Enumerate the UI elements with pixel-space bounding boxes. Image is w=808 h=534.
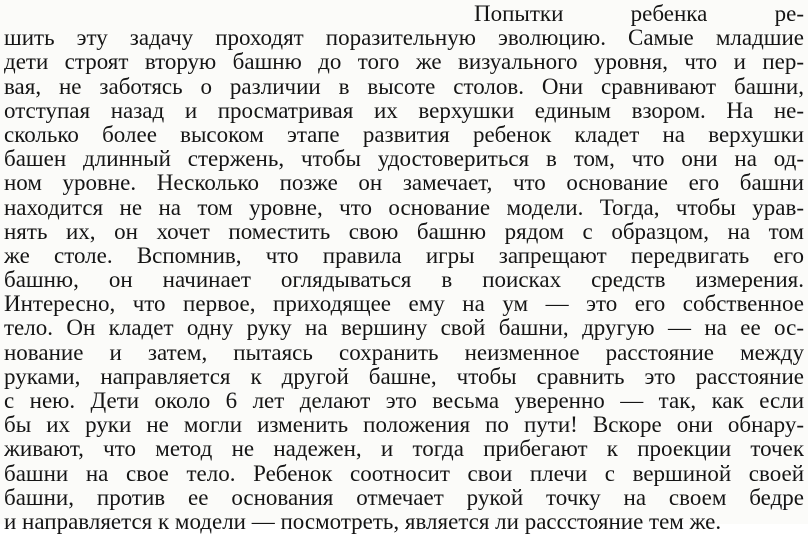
text-line: башню, он начинает оглядываться в поисках средств измерения. — [4, 268, 804, 293]
text-line: дети строят вторую башню до того же визуального уровня, что и пер- — [4, 50, 804, 75]
text-line: с нею. Дети около 6 лет делают это весьма уверенно — так, как если — [4, 389, 804, 413]
text-line: и направляется к модели — посмотреть, является ли рассстояние тем же. — [4, 509, 722, 534]
text-line: нование и затем, пытаясь сохранить неизменное расстояние между — [4, 340, 804, 365]
text-line: башен длинный стержень, чтобы удостовериться в том, что они на од- — [4, 147, 804, 172]
text-line: шить эту задачу проходят поразительную эволюцию. Самые младшие — [4, 26, 804, 51]
text-line: находится не на том уровне, что основание модели. Тогда, чтобы урав- — [4, 195, 804, 220]
text-line: же столе. Вспомнив, что правила игры запрещают передвигать его — [4, 243, 804, 268]
text-line: руками, направляется к другой башне, чтобы сравнить это расстояние — [4, 364, 804, 389]
text-line: башни, против ее основания отмечает рукой точку на своем бедре — [4, 485, 804, 510]
text-line: башни на свое тело. Ребенок соотносит свои плечи с вершиной своей — [4, 461, 804, 486]
text-line: ном уровне. Несколько позже он замечает, что основание его башни — [4, 171, 804, 196]
text-line: сколько более высоком этапе развития ребенок кладет на верхушки — [4, 122, 804, 147]
text-line: отступая назад и просматривая их верхушки единым взором. На не- — [4, 98, 804, 123]
text-line: Попытки ребенка ре- — [474, 2, 804, 26]
text-line: тело. Он кладет одну руку на вершину свой башни, другую — на ее ос- — [4, 316, 804, 341]
paragraph — [4, 2, 804, 534]
text-line: Интересно, что первое, приходящее ему на ум — это его собственное — [4, 292, 804, 317]
text-line: нять их, он хочет поместить свою башню рядом с образцом, на том — [4, 219, 804, 244]
text-line: вая, не заботясь о различии в высоте столов. Они сравнивают башни, — [4, 74, 804, 99]
text-line: живают, что метод не надежен, и тогда прибегают к проекции точек — [4, 437, 804, 462]
text-line: бы их руки не могли изменить положения по пути! Вскоре они обнару- — [4, 413, 804, 438]
